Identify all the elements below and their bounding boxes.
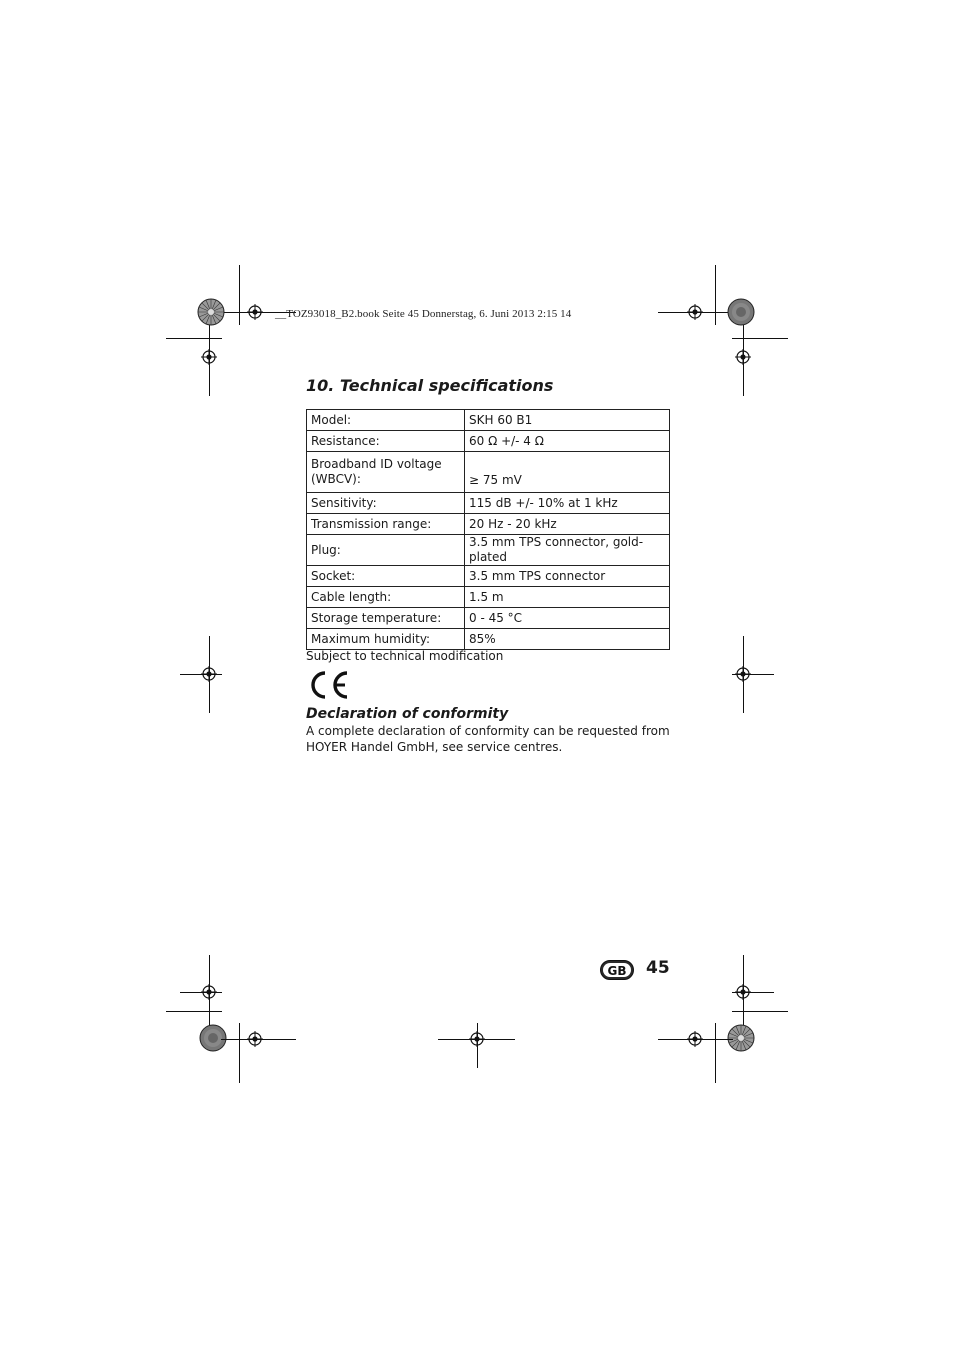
section-title: 10. Technical specifications — [306, 376, 554, 395]
declaration-title: Declaration of conformity — [306, 706, 509, 722]
registration-mark-icon — [735, 666, 751, 682]
table-row — [307, 608, 670, 629]
spec-value: SKH 60 B1 — [465, 410, 670, 431]
page-number: 45 — [646, 958, 670, 978]
spec-value: ≥ 75 mV — [465, 452, 670, 493]
spec-value: 85% — [465, 629, 670, 650]
spec-label: Socket: — [307, 566, 465, 587]
spec-value: 20 Hz - 20 kHz — [465, 514, 670, 535]
registration-mark-icon — [735, 349, 751, 365]
color-dial-icon — [199, 1024, 227, 1052]
registration-mark-icon — [687, 304, 703, 320]
table-row — [307, 587, 670, 608]
spec-value: 115 dB +/- 10% at 1 kHz — [465, 493, 670, 514]
registration-mark-icon — [201, 349, 217, 365]
color-dial-icon — [197, 298, 225, 326]
spec-label: Transmission range: — [307, 514, 465, 535]
crop-mark-line — [239, 1023, 240, 1083]
registration-mark-icon — [247, 1031, 263, 1047]
crop-mark-line — [715, 265, 716, 325]
language-badge-label: GB — [603, 963, 631, 977]
declaration-text: A complete declaration of conformity can be requested from HOYER Handel GmbH, see service centres. — [306, 724, 670, 754]
crop-mark-line — [732, 338, 788, 339]
spec-value: 0 - 45 °C — [465, 608, 670, 629]
table-row — [307, 493, 670, 514]
table-row — [307, 452, 670, 493]
spec-label: Sensitivity: — [307, 493, 465, 514]
table-row — [307, 629, 670, 650]
spec-label: Model: — [307, 410, 465, 431]
registration-mark-icon — [247, 304, 263, 320]
crop-mark-line — [166, 338, 222, 339]
table-row — [307, 535, 670, 566]
spec-value: 60 Ω +/- 4 Ω — [465, 431, 670, 452]
registration-mark-icon — [469, 1031, 485, 1047]
spec-label: Resistance: — [307, 431, 465, 452]
spec-label: Storage temperature: — [307, 608, 465, 629]
table-row — [307, 514, 670, 535]
crop-mark-line — [732, 1011, 788, 1012]
spec-value: 3.5 mm TPS connector, gold-plated — [465, 535, 670, 566]
registration-mark-icon — [201, 666, 217, 682]
spec-value: 3.5 mm TPS connector — [465, 566, 670, 587]
crop-mark-line — [715, 1023, 716, 1083]
ce-mark-icon — [306, 670, 350, 700]
language-badge — [600, 960, 634, 980]
table-row — [307, 566, 670, 587]
table-row — [307, 410, 670, 431]
registration-mark-icon — [201, 984, 217, 1000]
crop-mark-line — [239, 265, 240, 325]
registration-mark-icon — [687, 1031, 703, 1047]
spec-label: Maximum humidity: — [307, 629, 465, 650]
registration-mark-icon — [735, 984, 751, 1000]
spec-label: Plug: — [307, 535, 465, 566]
spec-value: 1.5 m — [465, 587, 670, 608]
specs-table — [306, 409, 670, 650]
print-slug: __TOZ93018_B2.book Seite 45 Donnerstag, 6. Juni 2013 2:15 14 — [275, 308, 572, 320]
crop-mark-line — [166, 1011, 222, 1012]
color-dial-icon — [727, 1024, 755, 1052]
modification-note: Subject to technical modification — [306, 649, 504, 663]
color-dial-icon — [727, 298, 755, 326]
spec-label: Broadband ID voltage (WBCV): — [307, 452, 465, 493]
table-row — [307, 431, 670, 452]
spec-label: Cable length: — [307, 587, 465, 608]
